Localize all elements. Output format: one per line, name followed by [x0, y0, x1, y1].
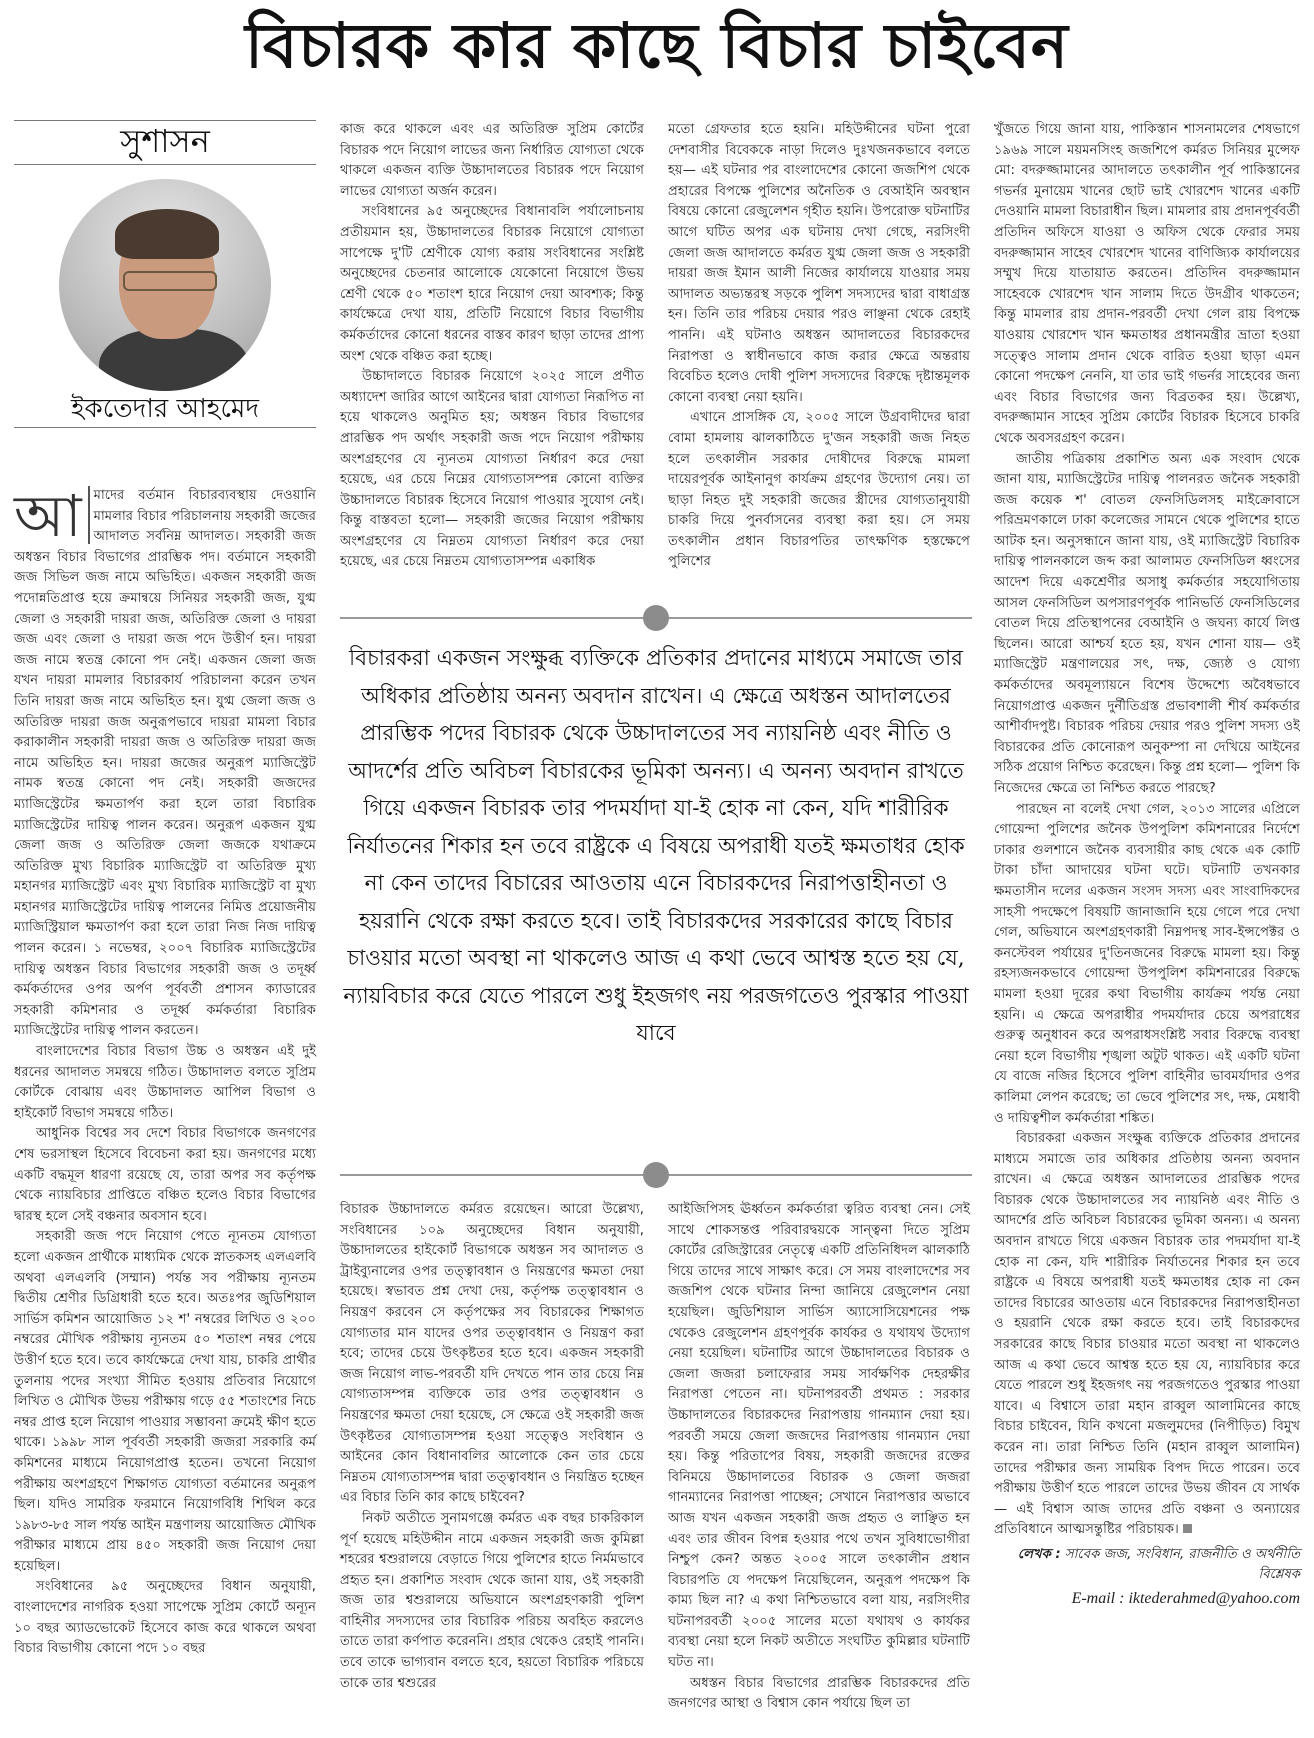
author-byline [994, 1545, 1300, 1585]
pullquote: বিচারকরা একজন সংক্ষুব্ধ ব্যক্তিকে প্রতিকার প্রদানের মাধ্যমে সমাজে তার অধিকার প্রতিষ্ঠায় অনন্য অবদান রাখেন। এ ক্ষেত্রে অধস্তন আদালতের প্রারম্ভিক পদের বিচারক থেকে উচ্চাদালতের সব ন্যায়নিষ্ঠ এবং নীতি ও আদর্শের প্রতি অবিচল বিচারকের ভূমিকা অনন্য। এ অনন্য অবদান রাখতে গিয়ে একজন বিচারক তার পদমর্যাদা যা-ই হোক না কেন, যদি শারীরিক নির্যাতনের শিকার হন তবে রাষ্ট্রকে এ বিষয়ে অপরাধী যতই ক্ষমতাধর হোক না কেন তাদের বিচারের আওতায় এনে বিচারকদের নিরাপত্তাহীনতা ও হয়রানি থেকে রক্ষা করতে হবে। তাই বিচারকদের সরকারের কাছে বিচার চাওয়ার মতো অবস্থা না থাকলেও আজ এ কথা ভেবে আশ্বস্ত হতে হয় যে, ন্যায়বিচার করে যেতে পারলে শুধু ইহজগৎ নয় পরজগতেও পুরস্কার পাওয়া যাবে [343, 646, 969, 1046]
article-column-2-bottom [340, 1200, 644, 1694]
paragraph: উচ্চাদালতে বিচারক নিয়োগে ২০২৫ সালে প্রণীত অধ্যাদেশ জারির আগে আইনের দ্বারা যোগ্যতা নিরূপিত না হয়ে থাকলেও অনুমিত হয়; অধস্তন বিচার বিভাগের প্রারম্ভিক পদ অর্থাৎ সহকারী জজ পদে নিয়োগ পরীক্ষায় অংশগ্রহণের যে ন্যূনতম যোগ্যতা নির্ধারণ করে দেয়া হয়েছে, এর চেয়ে নিম্নের যোগ্যতাসম্পন্ন কোনো ব্যক্তির উচ্চাদালতে বিচারক হিসেবে নিয়োগ পাওয়ার সুযোগ নেই। কিন্তু বাস্তবতা হলো— সহকারী জজের নিয়োগ পরীক্ষায় অংশগ্রহণের যে নিম্নতম যোগ্যতা নির্ধারণ করে দেয়া হয়েছে, এর চেয়ে নিম্নতম যোগ্যতাসম্পন্ন একাধিক [340, 369, 644, 570]
end-mark-icon [1183, 1524, 1192, 1533]
paragraph: সহকারী জজ পদে নিয়োগ পেতে ন্যূনতম যোগ্যতা হলো একজন প্রার্থীকে মাধ্যমিক থেকে স্নাতকসহ এলএলবি অথবা এলএলবি (সম্মান) পর্যন্ত সব পরীক্ষায় ন্যূনতম দ্বিতীয় শ্রেণীর ডিগ্রিধারী হতে হবে। অতঃপর জুডিশিয়াল সার্ভিস কমিশন আয়োজিত ১২ শ' নম্বরের লিখিত ও ২০০ নম্বরের মৌখিক পরীক্ষায় ন্যূনতম ৫০ শতাংশ নম্বর পেয়ে উত্তীর্ণ হতে হবে। তবে কার্যক্ষেত্রে দেখা যায়, চাকরি প্রার্থীর তুলনায় পদের সংখ্যা সীমিত হওয়ায় প্রতিবার নিয়োগে লিখিত ও মৌখিক উভয় পরীক্ষায় গড়ে ৫৫ শতাংশের নিচে নম্বর প্রাপ্ত হলে নিয়োগ পাওয়ার সম্ভাবনা ক্রমেই ক্ষীণ হতে থাকে। ১৯৯৮ সাল পূর্ববর্তী সহকারী জজরা সরকারি কর্ম কমিশনের মাধ্যমে নিয়োগপ্রাপ্ত হতেন। তখনো নিয়োগ পরীক্ষায় অংশগ্রহণে শিক্ষাগত যোগ্যতা বর্তমানের অনুরূপ ছিল। যদিও সামরিক ফরমানে নিয়োগবিধি শিথিল করে ১৯৮৩-৮৫ সাল পর্যন্ত আইন মন্ত্রণালয় আয়োজিত মৌখিক পরীক্ষার মাধ্যমে প্রায় ৪৫০ সহকারী জজ নিয়োগ দেয়া হয়েছিল। [14, 1229, 316, 1574]
divider-dot [643, 605, 669, 631]
author-name: ইকতেদার আহমেদ [71, 393, 259, 424]
article-column-1 [14, 482, 316, 1660]
headline: বিচারক কার কাছে বিচার চাইবেন [245, 8, 1069, 82]
paragraph: বিচারকরা একজন সংক্ষুব্ধ ব্যক্তিকে প্রতিকার প্রদানের মাধ্যমে সমাজে তার অধিকার প্রতিষ্ঠায় অনন্য অবদান রাখেন। এ ক্ষেত্রে অধস্তন আদালতের প্রারম্ভিক পদের বিচারক থেকে উচ্চাদালতের সব ন্যায়নিষ্ঠ এবং নীতি ও আদর্শের প্রতি অবিচল বিচারকের ভূমিকা অনন্য। এ অনন্য অবদান রাখতে গিয়ে একজন বিচারক তার পদমর্যাদা যা-ই হোক না কেন, যদি শারীরিক নির্যাতনের শিকার হন তবে রাষ্ট্রকে এ বিষয়ে অপরাধী যতই ক্ষমতাধর হোক না কেন তাদের বিচারের আওতায় এনে বিচারকদের নিরাপত্তাহীনতা ও হয়রানি থেকে রক্ষা করতে হবে। তাই বিচারকদের সরকারের কাছে বিচার চাওয়ার মতো অবস্থা না থাকলেও আজ এ কথা ভেবে আশ্বস্ত হতে হয় যে, ন্যায়বিচার করে যেতে পারলে শুধু ইহজগৎ নয় পরজগতেও পুরস্কার পাওয়া যাবে। এ বিশ্বাসে তারা মহান রাব্বুল আলামিনের কাছে বিচার চাইবেন, যিনি কখনো মজলুমদের (নিপীড়িত) বিমুখ করেন না। তারা নিশ্চিত তিনি (মহান রাব্বুল আলামিন) তাদের পরীক্ষার জন্য সাময়িক বিপদ দিতে পারেন। তবে পরীক্ষায় উত্তীর্ণ হতে পারলে তাদের উভয় জীবন যে সার্থক— এই বিশ্বাস আজ তাদের প্রতি বঞ্চনা ও অন্যায়ের প্রতিবিধানে আত্মসন্তুষ্টির পরিচায়ক। [994, 1131, 1300, 1538]
author-email[interactable]: E-mail : iktederahmed@yahoo.com [1071, 1589, 1300, 1607]
article-column-3-bottom [668, 1200, 970, 1715]
article-column-4 [994, 120, 1300, 1610]
section-name: সুশাসন [120, 122, 210, 160]
byline-label: লেখক : [1017, 1546, 1061, 1562]
author-box [14, 120, 316, 428]
paragraph: পারছেন না বলেই দেখা গেল, ২০১৩ সালের এপ্রিলে গোয়েন্দা পুলিশের জনৈক উপপুলিশ কমিশনারের নির্দেশে ঢাকার গুলশানে জনৈক ব্যবসায়ীর কাছ থেকে এক কোটি টাকা চাঁদা আদায়ের ঘটনা ঘটে। ঘটনাটি তখনকার ক্ষমতাসীন দলের একজন সংসদ সদস্য এবং সাংবাদিকদের সাহসী পদক্ষেপে বিষয়টি জানাজানি হয়ে গেলে পরে দেখা গেল, অভিযানে অংশগ্রহণকারী নিম্নপদস্থ সাব-ইন্সপেক্টর ও কনস্টেবল পর্যায়ের দু'তিনজনের বিরুদ্ধে মামলা হয়। কিন্তু রহস্যজনকভাবে গোয়েন্দা উপপুলিশ কমিশনারের বিরুদ্ধে মামলা হওয়া দূরের কথা বিভাগীয় কার্যক্রম পর্যন্ত নেয়া হয়নি। এ ক্ষেত্রে অপরাধীর পদমর্যাদার চেয়ে অপরাধের গুরুত্ব অনুধাবন করে অপরাধসংশ্লিষ্ট সবার বিরুদ্ধে ব্যবস্থা নেয়া হলে বিভাগীয় শৃঙ্খলা অটুট থাকত। এই একটি ঘটনা যে বাজে নজির হিসেবে পুলিশ বাহিনীর ভাবমর্যাদার ওপর কালিমা লেপন করেছে; তা ভেবে পুলিশের সৎ, দক্ষ, মেধাবী ও দায়িত্বশীল কর্মকর্তারা শঙ্কিত। [994, 801, 1300, 1126]
paragraph: জাতীয় পত্রিকায় প্রকাশিত অন্য এক সংবাদ থেকে জানা যায়, ম্যাজিস্ট্রেটের দায়িত্ব পালনরত জনৈক সহকারী জজ কয়েক শ' বোতল ফেনসিডিলসহ মাইক্রোবাসে পরিভ্রমণকালে ঢাকা কলেজের সামনে থেকে পুলিশের হাতে আটক হন। অনুসন্ধানে জানা যায়, ওই ম্যাজিস্ট্রেট বিচারিক দায়িত্ব পালনকালে জব্দ করা আলামত ফেনসিডিল ধ্বংসের আদেশ দিয়ে একশ্রেণীর অসাধু কর্মকর্তার সহযোগিতায় আসল ফেনসিডিল অপসারণপূর্বক পানিভর্তি ফেনসিডিলের বোতল দিয়ে প্রতিস্থাপনের বেআইনি ও জঘন্য কার্যে লিপ্ত ছিলেন। আরো আশ্চর্য হতে হয়, যখন শোনা যায়— ওই ম্যাজিস্ট্রেট মন্ত্রণালয়ের সৎ, দক্ষ, জ্যেষ্ঠ ও যোগ্য কর্মকর্তাদের অবমূল্যায়নে বিশেষ উদ্দেশ্যে অবৈধভাবে নিয়োগপ্রাপ্ত একজন দুর্নীতিগ্রস্ত প্রভাবশালী শীর্ষ কর্মকর্তার আশীর্বাদপুষ্ট। বিচারক পরিচয় দেয়ার পরও পুলিশ সদস্য ওই বিচারকের প্রতি কোনোরূপ অনুকম্পা না দেখিয়ে আইনের সঠিক প্রয়োগ নিশ্চিত করেছেন। কিন্তু প্রশ্ন হলো— পুলিশ কি নিজেদের ক্ষেত্রে তা নিশ্চিত করতে পারছে? [994, 451, 1300, 796]
paragraph: আইজিপিসহ ঊর্ধ্বতন কর্মকর্তারা ত্বরিত ব্যবস্থা নেন। সেই সাথে শোকসন্তপ্ত পরিবারদ্বয়কে সান্ত্বনা দিতে সুপ্রিম কোর্টের রেজিস্ট্রারের নেতৃত্বে একটি প্রতিনিধিদল ঝালকাঠি গিয়ে তাদের সাথে সাক্ষাৎ করে। সে সময় বাংলাদেশের সব জজশিপ থেকে ঘটনার নিন্দা জানিয়ে রেজুলেশন নেয়া হয়েছিল। জুডিশিয়াল সার্ভিস অ্যাসোসিয়েশনের পক্ষ থেকেও রেজুলেশন গ্রহণপূর্বক কার্যকর ও যথাযথ উদ্যোগ নেয়া হয়েছিল। ঘটনাটির আগে উচ্চাদালতের বিচারক ও জেলা জজরা চলাফেরার সময় সার্বক্ষণিক দেহরক্ষীর নিরাপত্তা পেতেন না। ঘটনাপরবর্তী প্রথমত : সরকার উচ্চাদালতের বিচারকদের নিরাপত্তায় গানম্যান দেয়া হয়। পরবর্তী সময়ে জেলা জজদের নিরাপত্তায় গানম্যান দেয়া হয়। কিন্তু পরিতাপের বিষয়, সহকারী জজদের রক্তের বিনিময়ে উচ্চাদালতের বিচারক ও জেলা জজরা গানম্যানের নিরাপত্তা পাচ্ছেন; সেখানে নিরাপত্তার অভাবে আজ যখন একজন সহকারী জজ প্রহৃত ও লাঞ্ছিত হন এবং তার জীবন বিপন্ন হওয়ার পথে তখন সুবিধাভোগীরা নিশ্চুপ কেন? অন্তত ২০০৫ সালে তৎকালীন প্রধান বিচারপতি যে পদক্ষেপ নিয়েছিলেন, অনুরূপ পদক্ষেপ কি কাম্য ছিল না? এ কথা নিশ্চিতভাবে বলা যায়, নরসিংদীর ঘটনাপরবর্তী ২০০৫ সালের মতো যথাযথ ও কার্যকর ব্যবস্থা নেয়া হলে নিকট অতীতে সংঘটিত কুমিল্লার ঘটনাটি ঘটত না। [668, 1202, 970, 1671]
paragraph: নিকট অতীতে সুনামগঞ্জে কর্মরত এক বছর চাকরিকাল পূর্ণ হয়েছে মহিউদ্দীন নামে একজন সহকারী জজ কুমিল্লা শহরের শ্বশুরালয়ে বেড়াতে গিয়ে পুলিশের হাতে নির্মমভাবে প্রহৃত হন। প্রকাশিত সংবাদ থেকে জানা যায়, ওই সহকারী জজ তার শ্বশুরালয়ে অভিযানে অংশগ্রহণকারী পুলিশ বাহিনীর সদস্যদের তার বিচারিক পরিচয় অবহিত করলেও তাতে তারা কর্ণপাত করেননি। প্রহার থেকেও রেহাই পাননি। তবে তাকে ভাগ্যবান বলতে হবে, হয়তো বিচারিক পরিচয়ে তাকে তার শ্বশুরের [340, 1510, 644, 1691]
paragraph: বাংলাদেশের বিচার বিভাগ উচ্চ ও অধস্তন এই দুই ধরনের আদালত সমন্বয়ে গঠিত। উচ্চাদালত বলতে সুপ্রিম কোর্টকে বোঝায় এবং উচ্চাদালত আপিল বিভাগ ও হাইকোর্ট বিভাগ সমন্বয়ে গঠিত। [14, 1044, 316, 1121]
paragraph: সংবিধানের ৯৫ অনুচ্ছেদের বিধান অনুযায়ী, বাংলাদেশের নাগরিক হওয়া সাপেক্ষে সুপ্রিম কোর্টে অন্যূন ১০ বছর অ্যাডভোকেট হিসেবে কাজ করে থাকলে অথবা বিচার বিভাগীয় কোনো পদে ১০ বছর [14, 1579, 316, 1657]
paragraph: এখানে প্রাসঙ্গিক যে, ২০০৫ সালে উগ্রবাদীদের দ্বারা বোমা হামলায় ঝালকাঠিতে দু'জন সহকারী জজ নিহত হলে তৎকালীন সরকার দোষীদের বিরুদ্ধে মামলা দায়েরপূর্বক আইনানুগ কার্যক্রম গ্রহণের উদ্যোগ নেয়। তা ছাড়া নিহত দুই সহকারী জজের স্ত্রীদের যোগ্যতানুযায়ী চাকরি দিয়ে পুনর্বাসনের ব্যবস্থা করা হয়। সে সময় তৎকালীন প্রধান বিচারপতির তাৎক্ষণিক হস্তক্ষেপে পুলিশের [668, 410, 970, 570]
paragraph: আ মাদের বর্তমান বিচারব্যবস্থায় দেওয়ানি মামলার বিচার পরিচালনায় সহকারী জজের আদালত সর্বনিম্ন আদালত। সহকারী জজ অধস্তন বিচার বিভাগের প্রারম্ভিক পদ। বর্তমানে সহকারী জজ সিভিল জজ নামে অভিহিত। একজন সহকারী জজ পদোন্নতিপ্রাপ্ত হয়ে ক্রমান্বয়ে সিনিয়র সহকারী জজ, যুগ্ম জেলা ও সহকারী দায়রা জজ, অতিরিক্ত জেলা ও দায়রা জজ এবং জেলা ও দায়রা জজ পদে উত্তীর্ণ হন। দায়রা জজ নামে স্বতন্ত্র কোনো পদ নেই। একজন জেলা জজ যখন দায়রা মামলার বিচারকার্য পরিচালনা করেন তখন তিনি দায়রা জজ নামে অভিহিত হন। যুগ্ম জেলা জজ ও অতিরিক্ত দায়রা জজ অনুরূপভাবে দায়রা মামলা বিচার করাকালীন সহকারী দায়রা জজ ও অতিরিক্ত দায়রা জজ নামে অভিহিত হন। দায়রা জজের অনুরূপ ম্যাজিস্ট্রেট নামক স্বতন্ত্র কোনো পদ নেই। সহকারী জজদের ম্যাজিস্ট্রেটের ক্ষমতার্পণ করা হলে তারা বিচারিক ম্যাজিস্ট্রেটের দায়িত্ব পালন করেন। অনুরূপ একজন যুগ্ম জেলা জজ ও অতিরিক্ত জেলা জজকে যথাক্রমে অতিরিক্ত মুখ্য বিচারিক ম্যাজিস্ট্রেট বা অতিরিক্ত মুখ্য মহানগর ম্যাজিস্ট্রেট এবং মুখ্য বিচারিক ম্যাজিস্ট্রেট বা মুখ্য মহানগর ম্যাজিস্ট্রেটের দায়িত্ব পালনের নিমিত্ত প্রয়োজনীয় ম্যাজিস্ট্রিয়াল ক্ষমতার্পণ করা হলে তারা নিজ নিজ দায়িত্ব পালন করেন। ১ নভেম্বর, ২০০৭ বিচারিক ম্যাজিস্ট্রেটের দায়িত্ব অধস্তন বিচার বিভাগের সহকারী জজ ও তদূর্ধ্ব কর্মকর্তাদের ওপর অর্পণ পূর্ববর্তী প্রশাসন ক্যাডারের সহকারী কমিশনার ও তদূর্ধ্ব কর্মকর্তারা বিচারিক ম্যাজিস্ট্রেটের দায়িত্ব পালন করতেন। [14, 482, 316, 1039]
paragraph: বিচারক উচ্চাদালতে কর্মরত রয়েছেন। আরো উল্লেখ্য, সংবিধানের ১০৯ অনুচ্ছেদের বিধান অনুযায়ী, উচ্চাদালতের হাইকোর্ট বিভাগকে অধস্তন সব আদালত ও ট্রাইব্যুনালের ওপর তত্ত্বাবধান ও নিয়ন্ত্রণের ক্ষমতা দেয়া হয়েছে। স্বভাবত প্রশ্ন দেখা দেয়, কর্তৃপক্ষ তত্ত্বাবধান ও নিয়ন্ত্রণ করবেন সে কর্তৃপক্ষের সব বিচারকের শিক্ষাগত যোগ্যতার মান যাদের ওপর তত্ত্বাবধান ও নিয়ন্ত্রণ করা হবে; তাদের চেয়ে উৎকৃষ্টতর হতে হবে। একজন সহকারী জজ নিয়োগ লাভ-পরবর্তী যদি দেখতে পান তার চেয়ে নিম্ন যোগ্যতাসম্পন্ন ব্যক্তিকে তার ওপর তত্ত্বাবধান ও নিয়ন্ত্রণের ক্ষমতা দেয়া হয়েছে, সে ক্ষেত্রে ওই সহকারী জজ উৎকৃষ্টতর যোগ্যতাসম্পন্ন হওয়া সত্ত্বেও সংবিধান ও আইনের কোন বিধানাবলির আলোকে কেন তার চেয়ে নিম্নতম যোগ্যতাসম্পন্ন দ্বারা তত্ত্বাবধান ও নিয়ন্ত্রিত হচ্ছেন এর বিচার তিনি কার কাছে চাইবেন? [340, 1202, 644, 1506]
drop-cap: আ [14, 486, 90, 544]
paragraph: মতো গ্রেফতার হতে হয়নি। মহিউদ্দীনের ঘটনা পুরো দেশবাসীর বিবেককে নাড়া দিলেও দুঃখজনকভাবে বলতে হয়— এই ঘটনার পর বাংলাদেশের কোনো জজশিপ থেকে প্রহারের বিপক্ষে পুলিশের অনৈতিক ও বেআইনি অবস্থান বিষয়ে কোনো রেজুলেশন গৃহীত হয়নি। উপরোক্ত ঘটনাটির আগে ঘটিত অপর এক ঘটনায় দেখা গেছে, নরসিংদী জেলা জজ আদালতে কর্মরত যুগ্ম জেলা জজ ও সহকারী দায়রা জজ ইমান আলী নিজের কার্যালয়ে যাওয়ার সময় আদালত অভ্যন্তরস্থ সড়কে পুলিশ সদস্যদের দ্বারা বাধাগ্রস্ত হন। তিনি তার পরিচয় দেয়ার পরও লাঞ্ছনা থেকে রেহাই পাননি। এই ঘটনাও অধস্তন আদালতের বিচারকদের নিরাপত্তা ও স্বাধীনভাবে কাজ করার ক্ষেত্রে অন্তরায় বিবেচিত হলেও দোষী পুলিশ সদস্যদের বিরুদ্ধে দৃষ্টান্তমূলক কোনো ব্যবস্থা নেয়া হয়নি। [668, 122, 970, 405]
paragraph: আধুনিক বিশ্বের সব দেশে বিচার বিভাগকে জনগণের শেষ ভরসাস্থল হিসেবে বিবেচনা করা হয়। জনগণের মধ্যে একটি বদ্ধমূল ধারণা রয়েছে যে, তারা অপর সব কর্তৃপক্ষ থেকে ন্যায়বিচার প্রাপ্তিতে বঞ্চিত হলেও বিচার বিভাগের দ্বারস্থ হলে সেই বঞ্চনার অবসান হবে। [14, 1126, 316, 1224]
author-photo [59, 179, 271, 391]
divider [14, 427, 316, 428]
paragraph: সংবিধানের ৯৫ অনুচ্ছেদের বিধানাবলি পর্যালোচনায় প্রতীয়মান হয়, উচ্চাদালতের বিচারক নিয়োগে যোগ্যতা সাপেক্ষে দু'টি শ্রেণীকে যোগ্য করায় সংবিধানের সংশ্লিষ্ট অনুচ্ছেদের চেতনার আলোকে যেকোনো নিয়োগে উভয় শ্রেণী থেকে ৫০ শতাংশ হারে নিয়োগ দেয়া আবশ্যক; কিন্তু কার্যক্ষেত্রে দেখা যায়, প্রতিটি নিয়োগে বিচার বিভাগীয় কর্মকর্তাদের কোনো ধরনের বাস্তব কারণ ছাড়া তাদের প্রাপ্য অংশ থেকে বঞ্চিত করা হচ্ছে। [340, 204, 644, 364]
paragraph: কাজ করে থাকলে এবং এর অতিরিক্ত সুপ্রিম কোর্টের বিচারক পদে নিয়োগ লাভের জন্য নির্ধারিত যোগ্যতা থেকে থাকলে একজন ব্যক্তি উচ্চাদালতের বিচারক পদে নিয়োগ লাভের যোগ্যতা অর্জন করেন। [340, 122, 644, 199]
divider-dot [643, 1162, 669, 1188]
paragraph: অধস্তন বিচার বিভাগের প্রারম্ভিক বিচারকদের প্রতি জনগণের আস্থা ও বিশ্বাস কোন পর্যায়ে ছিল তা [668, 1675, 970, 1712]
article-column-3-top [668, 120, 970, 573]
article-column-2-top [340, 120, 644, 573]
byline-text: সাবেক জজ, সংবিধান, রাজনীতি ও অর্থনীতি বিশ্লেষক [1064, 1546, 1300, 1582]
paragraph: খুঁজতে গিয়ে জানা যায়, পাকিস্তান শাসনামলের শেষভাগে ১৯৬৯ সালে ময়মনসিংহ জজশিপে কর্মরত সিনিয়র মুন্সেফ মো: বদরুজ্জামানের আদালতে তৎকালীন পূর্ব পাকিস্তানের গভর্নর মুনায়েম খানের ছোট ভাই খোরশেদ খানের একটি দেওয়ানি মামলা বিচারাধীন ছিল। মামলার রায় প্রদানপূর্ববর্তী প্রতিদিন অফিসে যাওয়া ও অফিস থেকে ফেরার সময় বদরুজ্জামান সাহেব খোরশেদ খানের বাণিজ্যিক কার্যালয়ের সম্মুখ দিয়ে যাতায়াত করতেন। প্রতিদিন বদরুজ্জামান সাহেবকে খোরশেদ খান সালাম দিতে উদগ্রীব থাকতেন; কিন্তু মামলার রায় প্রদান-পরবর্তী দেখা গেল রায় বিপক্ষে যাওয়ায় খোরশেদ খান ক্ষমতাধর প্রধানমন্ত্রীর ভ্রাতা হওয়া সত্ত্বেও সালাম প্রদান থেকে বারিত হওয়া ছাড়া এমন কোনো পদক্ষেপ নেননি, যা তার ভাই গভর্নর সাহেবের জন্য এবং বিচার বিভাগের জন্য বিব্রতকর হয়। উল্লেখ্য, বদরুজ্জামান সাহেব সুপ্রিম কোর্টের বিচারক হিসেবে চাকরি থেকে অবসরগ্রহণ করেন। [994, 122, 1300, 446]
